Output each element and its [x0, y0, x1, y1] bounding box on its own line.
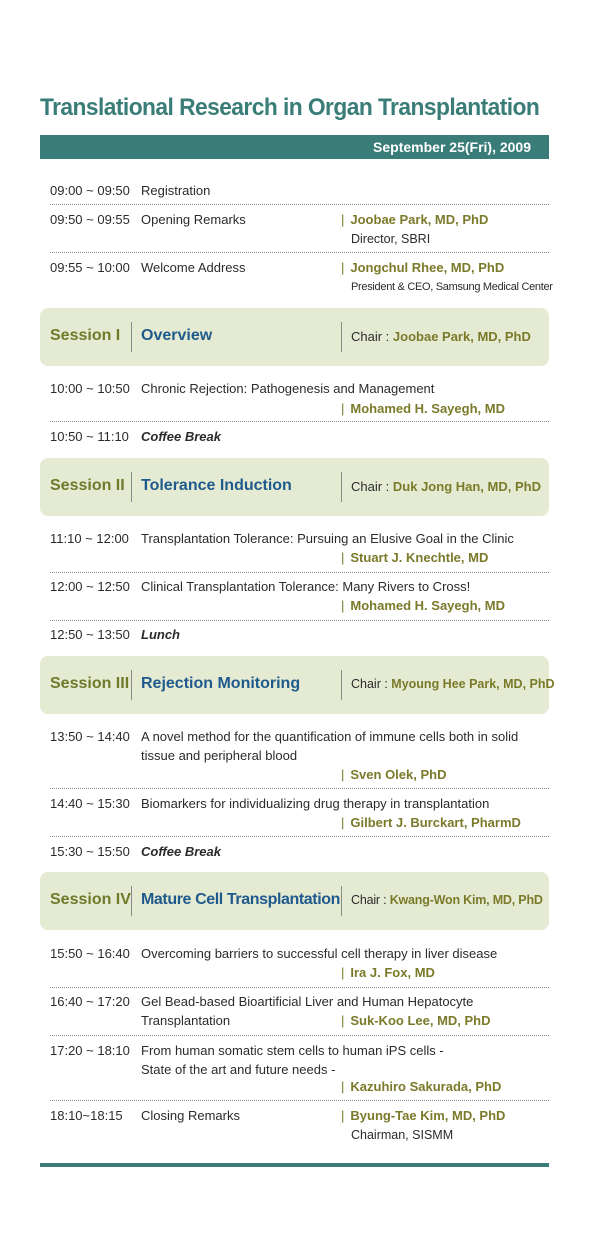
row-topic: Lunch	[141, 627, 180, 642]
row-topic: Coffee Break	[141, 429, 221, 444]
separator	[131, 322, 132, 352]
row-topic: From human somatic stem cells to human iPS cells -State of the art and future needs -	[141, 1043, 444, 1077]
session-label: Session II	[50, 477, 125, 494]
speaker-affiliation: President & CEO, Samsung Medical Center	[351, 281, 553, 293]
event-date: September 25(Fri), 2009	[373, 139, 531, 155]
session-chair: Chair : Kwang-Won Kim, MD, PhD	[351, 893, 543, 907]
row-topic: A novel method for the quantification of immune cells both in solid tissue and peripheral blood	[141, 729, 519, 763]
session-chair: Chair : Joobae Park, MD, PhD	[351, 329, 531, 344]
divider	[50, 620, 549, 621]
session-header-2	[40, 458, 549, 516]
speaker-name: | Mohamed H. Sayegh, MD	[341, 401, 505, 416]
row-time: 09:55 ~ 10:00	[50, 260, 130, 275]
row-topic: Gel Bead-based Bioartificial Liver and Human Hepatocyte Transplantation	[141, 994, 474, 1028]
divider	[50, 204, 549, 205]
row-time: 14:40 ~ 15:30	[50, 796, 130, 811]
speaker-name: | Suk-Koo Lee, MD, PhD	[341, 1013, 491, 1028]
speaker-name: | Jongchul Rhee, MD, PhD	[341, 260, 505, 275]
speaker-name: | Gilbert J. Burckart, PharmD	[341, 815, 521, 830]
row-time: 12:00 ~ 12:50	[50, 579, 130, 594]
row-time: 11:10 ~ 12:00	[50, 531, 129, 546]
row-time: 12:50 ~ 13:50	[50, 627, 130, 642]
speaker-affiliation: Director, SBRI	[351, 232, 431, 246]
session-label: Session IV	[50, 891, 131, 908]
date-bar	[40, 135, 549, 159]
row-time: 16:40 ~ 17:20	[50, 994, 130, 1009]
speaker-name: | Stuart J. Knechtle, MD	[341, 550, 489, 565]
row-time: 13:50 ~ 14:40	[50, 729, 130, 744]
divider	[50, 1100, 549, 1101]
row-time: 17:20 ~ 18:10	[50, 1043, 130, 1058]
session-label: Session I	[50, 327, 121, 344]
speaker-name: | Ira J. Fox, MD	[341, 965, 435, 980]
session-title: Tolerance Induction	[141, 477, 292, 494]
row-topic: Registration	[141, 183, 211, 198]
row-topic: Chronic Rejection: Pathogenesis and Management	[141, 381, 435, 396]
separator	[131, 886, 132, 916]
session-title: Rejection Monitoring	[141, 675, 301, 692]
row-topic: Welcome Address	[141, 260, 246, 275]
speaker-affiliation: Chairman, SISMM	[351, 1128, 454, 1142]
row-time: 15:30 ~ 15:50	[50, 844, 130, 859]
page-title: Translational Research in Organ Transplantation	[40, 94, 540, 121]
divider	[50, 1035, 549, 1036]
separator	[341, 670, 342, 700]
row-topic: Biomarkers for individualizing drug therapy in transplantation	[141, 796, 490, 811]
speaker-name: | Mohamed H. Sayegh, MD	[341, 598, 505, 613]
row-topic: Overcoming barriers to successful cell therapy in liver disease	[141, 946, 498, 961]
divider	[50, 788, 549, 789]
divider	[50, 421, 549, 422]
row-time: 18:10~18:15	[50, 1108, 123, 1123]
divider	[50, 836, 549, 837]
speaker-name: | Byung-Tae Kim, MD, PhD	[341, 1108, 506, 1123]
session-chair: Chair : Myoung Hee Park, MD, PhD	[351, 677, 555, 691]
row-time: 10:50 ~ 11:10	[50, 429, 129, 444]
session-header-1	[40, 308, 549, 366]
separator	[341, 322, 342, 352]
row-topic: Coffee Break	[141, 844, 221, 859]
separator	[131, 472, 132, 502]
row-time: 10:00 ~ 10:50	[50, 381, 130, 396]
row-time: 15:50 ~ 16:40	[50, 946, 130, 961]
session-header-4	[40, 872, 549, 930]
row-topic: Opening Remarks	[141, 212, 246, 227]
separator	[341, 472, 342, 502]
speaker-name: | Joobae Park, MD, PhD	[341, 212, 489, 227]
row-topic: Closing Remarks	[141, 1108, 240, 1123]
separator	[341, 886, 342, 916]
session-chair: Chair : Duk Jong Han, MD, PhD	[351, 479, 541, 494]
separator	[131, 670, 132, 700]
row-time: 09:00 ~ 09:50	[50, 183, 130, 198]
row-topic: Clinical Transplantation Tolerance: Many Rivers to Cross!	[141, 579, 471, 594]
speaker-name: | Sven Olek, PhD	[341, 767, 447, 782]
session-label: Session III	[50, 675, 130, 692]
session-title: Overview	[141, 327, 213, 344]
session-title: Mature Cell Transplantation	[141, 891, 341, 908]
divider	[50, 987, 549, 988]
row-topic: Transplantation Tolerance: Pursuing an Elusive Goal in the Clinic	[141, 531, 514, 546]
bottom-rule	[40, 1163, 549, 1167]
divider	[50, 572, 549, 573]
session-header-3	[40, 656, 555, 714]
speaker-name: | Kazuhiro Sakurada, PhD	[341, 1079, 502, 1094]
divider	[50, 252, 549, 253]
row-time: 09:50 ~ 09:55	[50, 212, 130, 227]
